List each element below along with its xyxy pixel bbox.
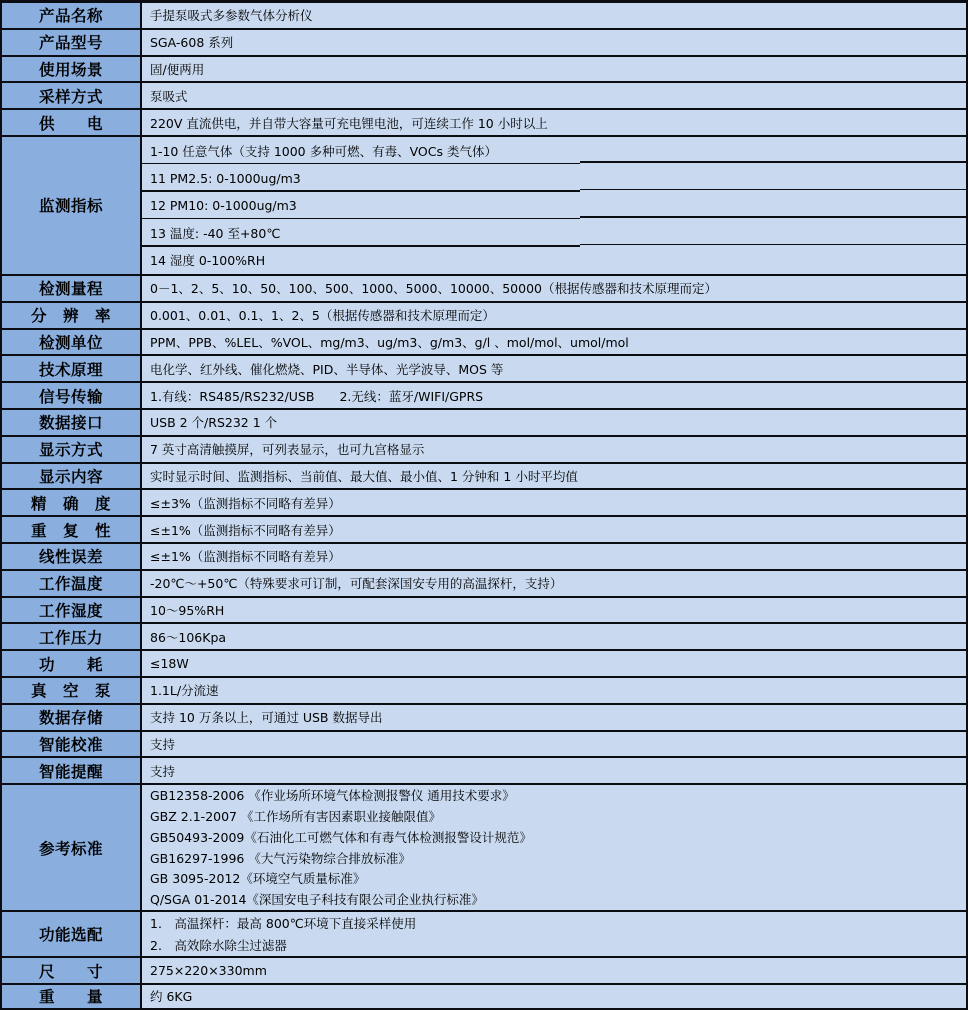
row-label-cell [2,356,142,381]
row-label-cell [2,30,142,55]
row-label-cell [2,517,142,542]
standard-line: GB12358-2006 《作业场所环境气体检测报警仪 通用技术要求》 [150,788,515,804]
row-value-cell [142,356,966,381]
spec-row-detection-range [2,276,966,303]
row-label-cell [2,758,142,783]
row-label-cell [2,303,142,328]
row-label: 工作湿度 [38,601,103,620]
row-label-cell [2,383,142,408]
row-label-cell [2,464,142,489]
spec-row-data-storage [2,705,966,732]
monitor-item: 1-10 任意气体（支持 1000 多种可燃、有毒、VOCs 类气体） [150,143,497,159]
row-label-cell [2,57,142,82]
row-value: 0.001、0.01、0.1、1、2、5（根据传感器和技术原理而定） [150,308,495,324]
row-label: 检测量程 [38,280,103,299]
row-value: 0－1、2、5、10、50、100、500、1000、5000、10000、50000（根据传感器和技术原理而定） [150,281,717,297]
row-value: 1.有线：RS485/RS232/USB 2.无线：蓝牙/WIFI/GPRS [150,388,484,404]
row-value: 泵吸式 [150,88,188,104]
row-value-cell [142,383,966,408]
monitor-item: 12 PM10: 0-1000ug/m3 [150,198,297,213]
row-label-cell [2,330,142,355]
row-value: 7 英寸高清触摸屏，可列表显示，也可九宫格显示 [150,442,425,458]
monitor-sub-row [142,219,966,246]
row-label-cell [2,490,142,515]
row-label-cell [2,912,142,956]
row-label-cell [2,83,142,108]
row-value: 86～106Kpa [150,629,227,645]
row-value-cell [142,678,966,703]
row-value: 手提泵吸式多参数气体分析仪 [150,8,313,24]
row-value-cell [142,732,966,757]
row-label: 精 确 度 [30,494,111,513]
row-value-cell [142,598,966,623]
row-value-cell [142,651,966,676]
monitor-sub-row [142,137,966,164]
row-label: 工作温度 [38,575,103,594]
row-value: 275×220×330mm [150,963,267,979]
spec-row-reference-standards [2,785,966,912]
row-label-cell [2,544,142,569]
row-label: 功能选配 [38,926,103,945]
row-label: 参考标准 [38,839,103,858]
spec-row-repeatability [2,517,966,544]
row-value: 支持 [150,736,176,752]
row-label: 信号传输 [38,387,103,406]
row-value: 固/便两用 [150,61,205,77]
row-label: 重 复 性 [30,521,111,540]
row-value-cell [142,410,966,435]
row-value-cell [142,544,966,569]
row-value-cell [142,57,966,82]
row-value: -20℃～+50℃（特殊要求可订制，可配套深国安专用的高温探杆，支持） [150,576,563,592]
spec-row-vacuum-pump [2,678,966,705]
row-value: 实时显示时间、监测指标、当前值、最大值、最小值、1 分钟和 1 小时平均值 [150,468,578,484]
row-label-cell [2,651,142,676]
monitor-sub-row [142,164,966,191]
row-value-cell [142,137,966,274]
row-value: 电化学、红外线、催化燃烧、PID、半导体、光学波导、MOS 等 [150,361,504,377]
row-label-cell [2,598,142,623]
row-value-cell [142,912,966,956]
spec-row-working-humidity [2,598,966,625]
monitor-item: 11 PM2.5: 0-1000ug/m3 [150,170,301,186]
row-label: 显示内容 [38,467,103,486]
row-value: SGA-608 系列 [150,35,234,51]
row-label: 重 量 [38,988,103,1007]
row-label: 检测单位 [38,333,103,352]
row-label: 功 耗 [38,655,103,674]
spec-row-accuracy [2,490,966,517]
spec-row-display-mode [2,437,966,464]
row-label-cell [2,437,142,462]
row-value: ≤±1%（监测指标不同略有差异） [150,549,341,565]
row-label-cell [2,678,142,703]
row-label-cell [2,985,142,1008]
row-label-cell [2,110,142,135]
spec-row-technical-principle [2,356,966,383]
row-value-cell [142,437,966,462]
spec-row-linearity-error [2,544,966,571]
spec-row-optional-features [2,912,966,958]
row-label-cell [2,705,142,730]
spec-row-display-content [2,464,966,491]
row-label-cell [2,137,142,274]
row-label-cell [2,571,142,596]
row-value-cell [142,83,966,108]
row-value-cell [142,330,966,355]
spec-row-signal-transmission [2,383,966,410]
sub-row-divider-right [580,189,966,191]
row-label: 产品型号 [38,34,103,53]
row-label-cell [2,276,142,301]
row-value: 支持 [150,763,176,779]
row-label: 供 电 [38,114,103,133]
row-value-cell [142,624,966,649]
standard-line: GBZ 2.1-2007 《工作场所有害因素职业接触限值》 [150,808,441,824]
row-label: 分 辨 率 [30,307,111,326]
row-value-cell [142,785,966,910]
row-label: 智能提醒 [38,762,103,781]
row-label: 技术原理 [38,360,103,379]
spec-row-product-model [2,30,966,57]
row-label: 智能校准 [38,735,103,754]
spec-row-weight [2,985,966,1008]
row-label-cell [2,958,142,983]
spec-row-product-name [2,3,966,30]
row-value: 约 6KG [150,989,193,1005]
monitor-sub-row [142,192,966,219]
row-value-cell [142,758,966,783]
row-value-cell [142,303,966,328]
row-label: 产品名称 [38,7,103,26]
row-label: 使用场景 [38,60,103,79]
row-value-cell [142,464,966,489]
spec-row-working-temperature [2,571,966,598]
row-label-cell [2,732,142,757]
spec-row-power-consumption [2,651,966,678]
standard-line: Q/SGA 01-2014《深国安电子科技有限公司企业执行标准》 [150,892,484,908]
row-label: 显示方式 [38,441,103,460]
row-value-cell [142,110,966,135]
row-label: 数据接口 [38,414,103,433]
monitor-item: 14 湿度 0-100%RH [150,253,266,269]
spec-row-monitoring-indicators [2,137,966,276]
row-label-cell [2,785,142,910]
option-line: 2. 高效除水除尘过滤器 [150,938,287,954]
standard-line: GB 3095-2012《环境空气质量标准》 [150,871,366,887]
row-label: 数据存储 [38,709,103,728]
spec-row-power-supply [2,110,966,137]
row-value: 10～95%RH [150,602,225,618]
row-value: ≤±3%（监测指标不同略有差异） [150,495,341,511]
spec-row-working-pressure [2,624,966,651]
row-value: 1.1L/分流速 [150,683,219,699]
row-value-cell [142,3,966,28]
spec-row-smart-calibration [2,732,966,759]
row-value-cell [142,958,966,983]
monitor-sub-row [142,247,966,274]
row-label-cell [2,3,142,28]
spec-row-smart-reminder [2,758,966,785]
row-label: 尺 寸 [38,962,103,981]
monitor-item: 13 温度: -40 至+80℃ [150,225,281,241]
row-value: PPM、PPB、%LEL、%VOL、mg/m3、ug/m3、g/m3、g/l 、mol/mol、umol/mol [150,334,629,350]
row-label-cell [2,410,142,435]
row-label: 真 空 泵 [30,682,111,701]
standard-line: GB16297-1996 《大气污染物综合排放标准》 [150,850,411,866]
row-value: 支持 10 万条以上，可通过 USB 数据导出 [150,710,383,726]
spec-row-sampling-method [2,83,966,110]
row-label: 线性误差 [38,548,103,567]
row-value-cell [142,276,966,301]
row-value-cell [142,985,966,1008]
row-label: 工作压力 [38,628,103,647]
spec-row-resolution [2,303,966,330]
row-value: 220V 直流供电，并自带大容量可充电锂电池，可连续工作 10 小时以上 [150,115,548,131]
row-value: ≤18W [150,656,189,672]
spec-row-data-interface [2,410,966,437]
row-value-cell [142,517,966,542]
row-label: 监测指标 [38,197,103,216]
option-line: 1. 高温探杆：最高 800℃环境下直接采样使用 [150,916,417,932]
row-value: USB 2 个/RS232 1 个 [150,415,278,431]
row-value-cell [142,490,966,515]
spec-row-dimensions [2,958,966,985]
row-value: ≤±1%（监测指标不同略有差异） [150,522,341,538]
row-value-cell [142,571,966,596]
row-value-cell [142,705,966,730]
spec-row-detection-unit [2,330,966,357]
sub-row-divider-right [580,244,966,246]
row-value-cell [142,30,966,55]
row-label-cell [2,624,142,649]
spec-row-usage-scene [2,57,966,84]
standard-line: GB50493-2009《石油化工可燃气体和有毒气体检测报警设计规范》 [150,829,532,845]
row-label: 采样方式 [38,87,103,106]
sub-row-divider-right [580,161,966,163]
sub-row-divider-right [580,216,966,218]
